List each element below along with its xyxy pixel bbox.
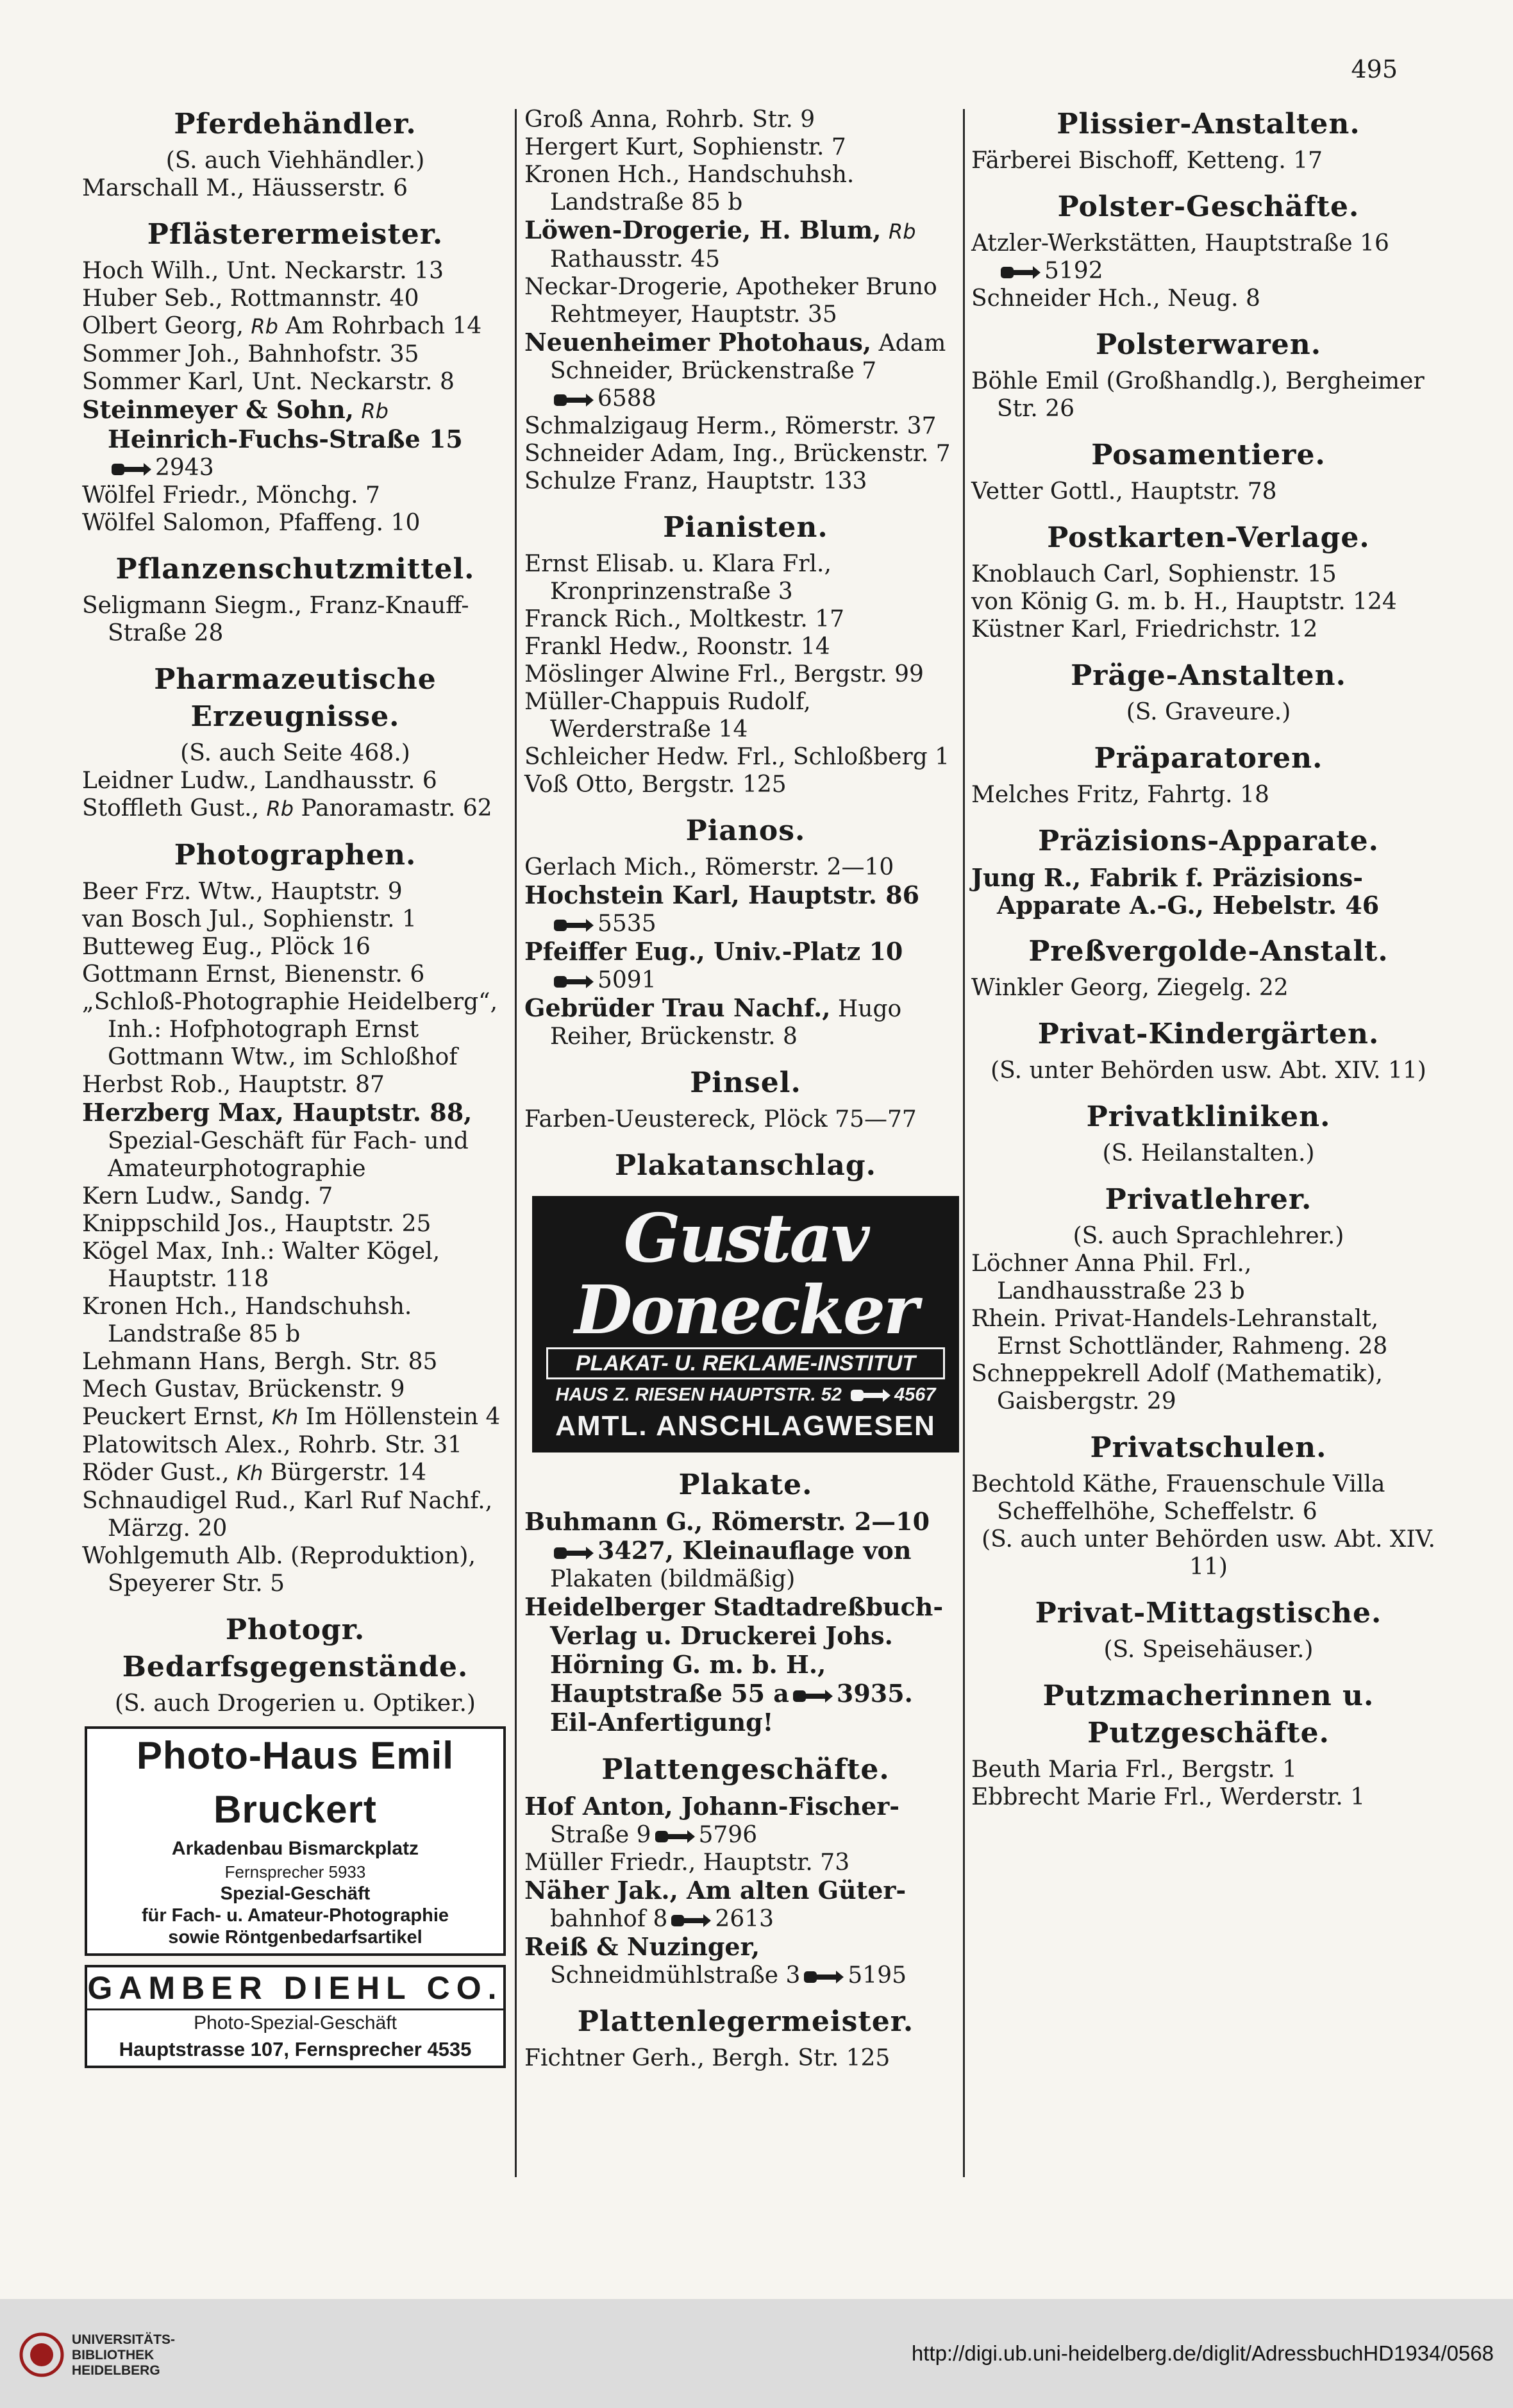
- heading-pianos: Pianos.: [685, 814, 806, 847]
- entry: Näher Jak., Am alten Güter- bahnhof 8 2613: [524, 1876, 907, 1932]
- entry: Peuckert Ernst, Kh Im Höllenstein 4: [82, 1404, 501, 1430]
- entry: Lehmann Hans, Bergh. Str. 85: [82, 1349, 438, 1375]
- entry: Wohlgemuth Alb. (Reproduktion), Speyerer Str. 5: [82, 1543, 476, 1597]
- ad-line: Arkadenbau Bismarckplatz: [171, 1838, 419, 1859]
- entry: Fichtner Gerh., Bergh. Str. 125: [524, 2045, 890, 2071]
- entry: Schleicher Hedw. Frl., Schloßberg 1: [524, 744, 950, 770]
- ad-line: sowie Röntgenbedarfsartikel: [168, 1927, 422, 1948]
- entry: Schneppekrell Adolf (Mathematik), Gaisbergstr. 29: [971, 1361, 1383, 1415]
- entry: Löchner Anna Phil. Frl., Landhausstraße 23 b: [971, 1250, 1252, 1304]
- entry: Steinmeyer & Sohn, Rb Heinrich-Fuchs-Straße 152943: [82, 395, 463, 481]
- column-1: [82, 106, 508, 2077]
- entry: Winkler Georg, Ziegelg. 22: [971, 975, 1289, 1001]
- entry: Hof Anton, Johann-Fischer- Straße 9 5796: [524, 1792, 900, 1848]
- entry: Löwen-Drogerie, H. Blum, Rb Rathausstr. 45: [524, 215, 916, 273]
- entry: Seligmann Siegm., Franz-Knauff-Straße 28: [82, 593, 469, 646]
- entry: Neuenheimer Photohaus, Adam Schneider, Brückenstraße 7 6588: [524, 328, 946, 412]
- telephone-hand-icon: [655, 1828, 695, 1845]
- ad-title: Gustav Donecker: [574, 1199, 917, 1349]
- cross-ref: (S. auch Seite 468.): [180, 740, 410, 766]
- district-abbrev: Kh: [272, 1405, 299, 1429]
- entry: Knippschild Jos., Hauptstr. 25: [82, 1211, 431, 1237]
- entry: Hochstein Karl, Hauptstr. 86 5535: [524, 880, 920, 937]
- telephone-hand-icon: [804, 1969, 844, 1985]
- ad-gamber-diehl: [85, 1965, 506, 2068]
- source-url-link[interactable]: http://digi.ub.uni-heidelberg.de/diglit/AdressbuchHD1934/0568: [911, 2341, 1494, 2365]
- entry: Atzler-Werkstätten, Hauptstraße 16 5192: [971, 230, 1389, 284]
- heading-pianisten: Pianisten.: [663, 511, 828, 544]
- entry: Huber Seb., Rottmannstr. 40: [82, 285, 419, 312]
- heading-posamentiere: Posamentiere.: [1091, 439, 1326, 471]
- cross-ref: (S. unter Behörden usw. Abt. XIV. 11): [991, 1057, 1426, 1084]
- entry: Schulze Franz, Hauptstr. 133: [524, 468, 867, 494]
- entry: Färberei Bischoff, Ketteng. 17: [971, 147, 1323, 174]
- entry: Kronen Hch., Handschuhsh. Landstraße 85 b: [524, 162, 855, 215]
- telephone-hand-icon: [554, 973, 594, 990]
- heading-praeparatoren: Präparatoren.: [1094, 742, 1323, 775]
- ad-line: für Fach- u. Amateur-Photographie: [141, 1905, 449, 1926]
- entry: Schneider Adam, Ing., Brückenstr. 7: [524, 441, 951, 467]
- ad-gustav-donecker: [532, 1196, 959, 1452]
- heading-praege-anstalten: Präge-Anstalten.: [1071, 659, 1346, 692]
- telephone-hand-icon: [793, 1688, 833, 1705]
- entry: Gottmann Ernst, Bienenstr. 6: [82, 961, 425, 988]
- telephone-hand-icon: [554, 1545, 594, 1562]
- heading-polster-geschaefte: Polster-Geschäfte.: [1057, 190, 1360, 223]
- entry: Müller Friedr., Hauptstr. 73: [524, 1849, 850, 1876]
- heading-pferdehaendler: Pferdehändler.: [174, 108, 417, 140]
- heading-praezisions-apparate: Präzisions-Apparate.: [1038, 825, 1379, 857]
- entry: Pfeiffer Eug., Univ.-Platz 10 5091: [524, 937, 903, 993]
- entry: Voß Otto, Bergstr. 125: [524, 771, 787, 798]
- heading-privat-mittagstische: Privat-Mittagstische.: [1035, 1597, 1382, 1629]
- heading-plattengeschaefte: Plattengeschäfte.: [601, 1753, 890, 1786]
- entry: Beuth Maria Frl., Bergstr. 1: [971, 1756, 1298, 1783]
- entry: Groß Anna, Rohrb. Str. 9: [524, 106, 815, 133]
- library-name: UNIVERSITÄTS- BIBLIOTHEK HEIDELBERG: [72, 2332, 176, 2378]
- entry: Böhle Emil (Großhandlg.), Bergheimer Str. 26: [971, 368, 1425, 422]
- ad-photo-haus-bruckert: [85, 1726, 506, 1956]
- heading-pharmazeutische-erzeugnisse: Pharmazeutische Erzeugnisse.: [154, 663, 437, 733]
- entry: Schneider Hch., Neug. 8: [971, 285, 1260, 312]
- ad-line: Spezial-Geschäft: [220, 1883, 371, 1904]
- entry: Leidner Ludw., Landhausstr. 6: [82, 768, 437, 794]
- cross-ref: (S. Graveure.): [1126, 699, 1291, 725]
- district-abbrev: Rb: [266, 796, 294, 821]
- cross-ref: (S. auch Sprachlehrer.): [1073, 1223, 1344, 1249]
- entry: Melches Fritz, Fahrtg. 18: [971, 782, 1269, 808]
- entry: Schmalzigaug Herm., Römerstr. 37: [524, 413, 937, 439]
- cross-ref: (S. auch unter Behörden usw. Abt. XIV. 11): [982, 1526, 1435, 1580]
- heading-photogr-bedarf: Photogr. Bedarfsgegenstände.: [122, 1613, 469, 1683]
- cross-ref: (S. auch Viehhändler.): [165, 147, 425, 174]
- ad-title: GAMBER DIEHL CO.: [87, 1967, 503, 2010]
- entry: van Bosch Jul., Sophienstr. 1: [82, 906, 417, 932]
- entry: Buhmann G., Römerstr. 2—10 3427, Kleinauflage von Plakaten (bildmäßig): [524, 1507, 930, 1592]
- heading-plissier-anstalten: Plissier-Anstalten.: [1057, 108, 1360, 140]
- heading-postkarten-verlage: Postkarten-Verlage.: [1047, 521, 1370, 554]
- entry: von König G. m. b. H., Hauptstr. 124: [971, 589, 1397, 615]
- digitization-footer: [0, 2299, 1513, 2408]
- entry: „Schloß-Photographie Heidelberg“, Inh.: Hofphotograph Ernst Gottmann Wtw., im Schloßhof: [82, 989, 498, 1070]
- heading-photographen: Photographen.: [174, 839, 417, 871]
- ad-line: Fernsprecher 5933: [224, 1862, 366, 1882]
- entry: Heidelberger Stadtadreßbuch-Verlag u. Druckerei Johs. Hörning G. m. b. H., Hauptstraße 55 a 3935. Eil-Anfertigung!: [524, 1592, 944, 1737]
- district-abbrev: Rb: [251, 314, 278, 339]
- telephone-hand-icon: [671, 1912, 711, 1929]
- heading-pflaesterermeister: Pflästerermeister.: [147, 218, 444, 251]
- cross-ref: (S. Speisehäuser.): [1103, 1637, 1314, 1663]
- entry: Platowitsch Alex., Rohrb. Str. 31: [82, 1432, 463, 1458]
- cross-ref: (S. Heilanstalten.): [1102, 1140, 1315, 1166]
- page-number: 495: [1351, 55, 1398, 83]
- entry: Schnaudigel Rud., Karl Ruf Nachf., Märzg. 20: [82, 1488, 493, 1542]
- ad-line: Photo-Spezial-Geschäft: [194, 2012, 397, 2033]
- heading-privat-kindergaerten: Privat-Kindergärten.: [1037, 1018, 1380, 1050]
- heading-polsterwaren: Polsterwaren.: [1095, 328, 1322, 361]
- column-2: [524, 106, 967, 2072]
- entry: Hoch Wilh., Unt. Neckarstr. 13: [82, 258, 444, 284]
- entry: Röder Gust., Kh Bürgerstr. 14: [82, 1460, 427, 1486]
- heading-plattenlegermeister: Plattenlegermeister.: [577, 2005, 914, 2038]
- entry: Küstner Karl, Friedrichstr. 12: [971, 616, 1318, 643]
- telephone-hand-icon: [554, 392, 594, 408]
- telephone-hand-icon: [851, 1387, 890, 1404]
- ad-title: Photo-Haus Emil Bruckert: [136, 1734, 455, 1831]
- telephone-hand-icon: [112, 461, 151, 478]
- heading-pinsel: Pinsel.: [690, 1066, 801, 1099]
- entry: Neckar-Drogerie, Apotheker Bruno Rehtmeyer, Hauptstr. 35: [524, 274, 937, 328]
- entry: Reiß & Nuzinger, Schneidmühlstraße 3 5195: [524, 1932, 907, 1989]
- heading-plakatanschlag: Plakatanschlag.: [615, 1149, 876, 1182]
- heading-putzmacherinnen: Putzmacherinnen u. Putzgeschäfte.: [1042, 1680, 1375, 1749]
- entry: Butteweg Eug., Plöck 16: [82, 934, 371, 960]
- entry: Rhein. Privat-Handels-Lehranstalt, Ernst Schottländer, Rahmeng. 28: [971, 1306, 1388, 1360]
- heading-privatlehrer: Privatlehrer.: [1105, 1183, 1312, 1216]
- column-rule-left: [515, 109, 517, 2177]
- entry: Farben-Ueustereck, Plöck 75—77: [524, 1106, 917, 1132]
- cross-ref: (S. auch Drogerien u. Optiker.): [115, 1690, 476, 1717]
- entry: Franck Rich., Moltkestr. 17: [524, 606, 845, 632]
- entry: Frankl Hedw., Roonstr. 14: [524, 634, 830, 660]
- entry: Hergert Kurt, Sophienstr. 7: [524, 134, 846, 160]
- telephone-hand-icon: [1001, 264, 1041, 281]
- heading-pflanzenschutzmittel: Pflanzenschutzmittel.: [115, 553, 475, 585]
- entry: Vetter Gottl., Hauptstr. 78: [971, 478, 1277, 505]
- telephone-hand-icon: [554, 917, 594, 934]
- column-3: [971, 106, 1446, 1811]
- entry: Stoffleth Gust., Rb Panoramastr. 62: [82, 795, 492, 821]
- entry: Ernst Elisab. u. Klara Frl., Kronprinzenstraße 3: [524, 551, 832, 605]
- entry: Sommer Joh., Bahnhofstr. 35: [82, 341, 419, 367]
- entry: Marschall M., Häusserstr. 6: [82, 175, 408, 201]
- district-abbrev: Kh: [237, 1461, 263, 1485]
- district-abbrev: Rb: [361, 399, 389, 423]
- library-seal-icon: [19, 2332, 64, 2377]
- heading-privatschulen: Privatschulen.: [1090, 1431, 1327, 1464]
- entry: Ebbrecht Marie Frl., Werderstr. 1: [971, 1784, 1366, 1810]
- entry: Herzberg Max, Hauptstr. 88, Spezial-Geschäft für Fach- und Amateurphotographie: [82, 1098, 472, 1182]
- entry: Sommer Karl, Unt. Neckarstr. 8: [82, 369, 455, 395]
- heading-plakate: Plakate.: [678, 1469, 813, 1501]
- heading-privatkliniken: Privatkliniken.: [1086, 1100, 1331, 1133]
- entry: Kronen Hch., Handschuhsh. Landstraße 85 b: [82, 1293, 412, 1347]
- entry: Müller-Chappuis Rudolf, Werderstraße 14: [524, 689, 811, 743]
- entry: Wölfel Friedr., Mönchg. 7: [82, 482, 380, 509]
- entry: Kern Ludw., Sandg. 7: [82, 1183, 333, 1209]
- entry: Mech Gustav, Brückenstr. 9: [82, 1376, 405, 1402]
- ad-line: Hauptstrasse 107, Fernsprecher 4535: [119, 2038, 472, 2060]
- entry: Wölfel Salomon, Pfaffeng. 10: [82, 510, 421, 536]
- ad-line: HAUS Z. RIESEN HAUPTSTR. 52 4567: [555, 1385, 936, 1405]
- entry: Kögel Max, Inh.: Walter Kögel, Hauptstr. 118: [82, 1238, 440, 1292]
- ad-line: AMTL. ANSCHLAGWESEN: [555, 1410, 936, 1442]
- district-abbrev: Rb: [888, 219, 916, 244]
- heading-pressvergolde-anstalt: Preßvergolde-Anstalt.: [1028, 935, 1389, 968]
- ad-line: PLAKAT- U. REKLAME-INSTITUT: [546, 1347, 945, 1379]
- entry: Knoblauch Carl, Sophienstr. 15: [971, 561, 1337, 587]
- entry: Bechtold Käthe, Frauenschule Villa Scheffelhöhe, Scheffelstr. 6: [971, 1471, 1385, 1525]
- entry: Olbert Georg, Rb Am Rohrbach 14: [82, 313, 482, 339]
- entry: Möslinger Alwine Frl., Bergstr. 99: [524, 661, 924, 687]
- entry: Jung R., Fabrik f. Präzisions-Apparate A.-G., Hebelstr. 46: [971, 863, 1380, 920]
- entry: Herbst Rob., Hauptstr. 87: [82, 1072, 385, 1098]
- entry: Gerlach Mich., Römerstr. 2—10: [524, 854, 894, 880]
- entry: Gebrüder Trau Nachf., Hugo Reiher, Brückenstr. 8: [524, 993, 902, 1050]
- entry: Beer Frz. Wtw., Hauptstr. 9: [82, 879, 403, 905]
